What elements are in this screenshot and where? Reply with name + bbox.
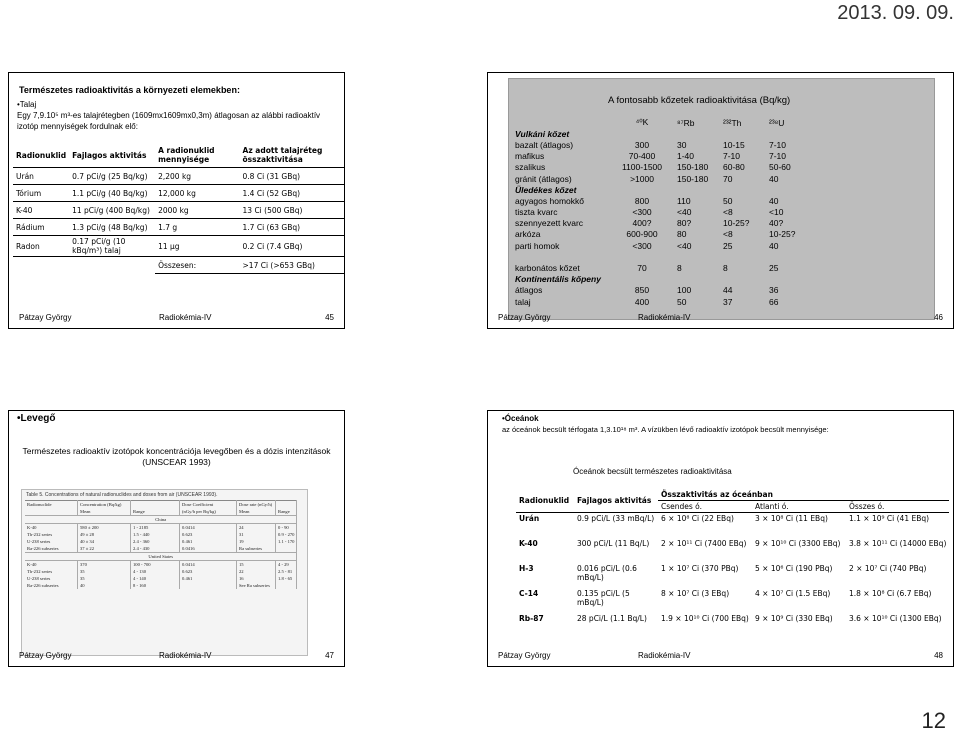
cell: 19	[237, 538, 276, 545]
row-label	[513, 251, 609, 262]
cell: 40	[78, 582, 131, 589]
cell: 1100-1500	[621, 162, 663, 173]
cell: 2.4 - 430	[131, 545, 180, 553]
col-subheader: Atlanti ó.	[752, 501, 846, 513]
cell: Urán	[13, 168, 69, 185]
cell: <10	[769, 207, 784, 218]
cell: 7-10	[769, 139, 787, 150]
cell: 0.461	[180, 575, 237, 582]
total-value: >17 Ci (>653 GBq)	[240, 257, 344, 274]
cell: 4 - 140	[131, 575, 180, 582]
row-label: Urán	[519, 514, 540, 523]
cell: 80?	[677, 218, 692, 229]
col-subheader: (nGy/h per Bq/kg)	[180, 508, 237, 516]
slide-body-text	[502, 413, 942, 435]
section-label: Üledékes kőzet	[515, 184, 577, 195]
scanned-table-image	[21, 489, 308, 656]
cell: 22	[237, 568, 276, 575]
cell: 4 × 10⁷ Ci (1.5 EBq)	[755, 589, 831, 598]
cell: K-40	[13, 202, 69, 219]
cell: 25	[723, 240, 733, 251]
slide-heading: •Levegő	[17, 413, 56, 424]
cell: 15	[237, 561, 276, 569]
table-row	[25, 538, 297, 545]
cell	[675, 251, 721, 262]
cell: <40	[677, 207, 692, 218]
cell: 9 × 10¹⁰ Ci (3300 EBq)	[755, 539, 841, 548]
slide-48	[487, 410, 954, 667]
cell: <8	[723, 207, 733, 218]
cell: 24	[237, 524, 276, 532]
cell: 2.4 - 360	[131, 538, 180, 545]
cell: Radon	[13, 236, 69, 257]
cell: 30	[677, 139, 687, 150]
section-row	[513, 184, 797, 195]
cell: 800	[634, 195, 650, 206]
cell: 16	[237, 575, 276, 582]
cell: 0.135 pCi/L (5 mBq/L)	[577, 589, 630, 607]
table-subtitle: Óceánok becsült természetes radioaktivitása	[573, 467, 732, 476]
table-row	[13, 185, 344, 202]
row-label: arkóza	[515, 229, 541, 240]
cell: Th-232 series	[25, 531, 78, 538]
total-label: Összesen:	[155, 257, 239, 274]
cell: Th-232 series	[25, 568, 78, 575]
cell: >1000	[630, 173, 654, 184]
col-subheader: Mean	[237, 508, 276, 516]
cell: 0.2 Ci (7.4 GBq)	[240, 236, 344, 257]
table-row	[516, 613, 949, 638]
empty-cell	[609, 184, 797, 195]
cell: 80	[677, 229, 687, 240]
cell: 0.9 - 270	[276, 531, 297, 538]
cell: 1.1 - 170	[276, 538, 297, 545]
cell: 50	[723, 195, 733, 206]
footer-author: Pátzay György	[19, 313, 72, 322]
cell: 2 × 10⁷ Ci (740 PBq)	[849, 564, 927, 573]
cell: 1.8 × 10⁸ Ci (6.7 EBq)	[849, 589, 932, 598]
row-label: H-3	[519, 564, 534, 573]
cell: 37	[723, 296, 733, 307]
col-subheader: Range	[276, 508, 297, 516]
cell: Tórium	[13, 185, 69, 202]
table-header-row	[13, 143, 344, 168]
table-row	[513, 139, 797, 150]
footer-author: Pátzay György	[19, 651, 72, 660]
cell: Ra subseries	[237, 545, 276, 553]
cell: 37 ± 22	[78, 545, 131, 553]
ocean-radioactivity-table	[516, 489, 949, 638]
cell: 35	[78, 568, 131, 575]
cell: 6 × 10⁸ Ci (22 EBq)	[661, 514, 734, 523]
cell: 31	[237, 531, 276, 538]
footer-course: Radiokémia-IV	[159, 651, 212, 660]
col-header: Összaktivitás az óceánban	[658, 489, 949, 501]
page-number: 12	[921, 708, 946, 733]
cell	[276, 582, 297, 589]
table-row	[516, 563, 949, 588]
table-row	[513, 240, 797, 251]
cell: 1 - 2185	[131, 524, 180, 532]
row-label: szalikus	[515, 162, 546, 173]
cell: 7-10	[769, 151, 787, 162]
slide-title: Természetes radioaktivitás a környezeti elemekben:	[19, 85, 240, 95]
col-header: Radionuclide	[25, 501, 78, 509]
section-caption: United States	[25, 553, 297, 561]
cell: 70	[723, 173, 733, 184]
cell: 4 - 29	[276, 561, 297, 569]
row-label: C-14	[519, 589, 539, 598]
col-header: Fajlagos aktivitás	[69, 143, 155, 168]
ocean-description: az óceánok becsült térfogata 1,3.10¹⁸ m³. A vízükben lévő radioaktív izotópok becsült mennyisége:	[502, 425, 829, 434]
cell: 1.3 pCi/g (48 Bq/kg)	[69, 219, 155, 236]
row-label: szennyezett kvarc	[515, 218, 584, 229]
cell: 8	[723, 263, 728, 274]
cell: 13 Ci (500 GBq)	[240, 202, 344, 219]
row-label: mafikus	[515, 151, 545, 162]
cell: <300	[632, 207, 652, 218]
cell: 600-900	[626, 229, 658, 240]
empty-cell	[609, 128, 797, 139]
soil-description: Egy 7,9.10⁵ m³-es talajrétegben (1609mx1609mx0,3m) átlagosan az alábbi radioaktív izotóp mennyiségek fordulnak elő:	[17, 111, 321, 131]
cell: 0.0414	[180, 561, 237, 569]
cell: 0.016 pCi/L (0.6 mBq/L)	[577, 564, 637, 582]
cell: Rádium	[13, 219, 69, 236]
cell: 150-180	[677, 162, 709, 173]
cell: <8	[723, 229, 733, 240]
cell: 11 pCi/g (400 Bq/kg)	[69, 202, 155, 219]
table-row	[25, 524, 297, 532]
cell: 300 pCi/L (11 Bq/L)	[577, 539, 650, 548]
row-label: átlagos	[515, 285, 543, 296]
cell: 100 - 700	[131, 561, 180, 569]
cell: 300	[634, 139, 650, 150]
cell: 70-400	[628, 151, 656, 162]
cell: 44	[723, 285, 733, 296]
cell: 4 - 130	[131, 568, 180, 575]
cell: <40	[677, 240, 692, 251]
row-label: talaj	[515, 296, 531, 307]
cell: 0.0414	[180, 524, 237, 532]
col-header: Dose rate (nGy/h)	[237, 501, 276, 509]
cell: 40	[769, 240, 779, 251]
cell: 100	[677, 285, 692, 296]
cell: Ra-226 subseries	[25, 545, 78, 553]
cell: 400	[634, 296, 650, 307]
cell: 8	[677, 263, 682, 274]
cell: 110	[677, 195, 691, 206]
cell: 1.9 × 10¹⁰ Ci (700 EBq)	[661, 614, 749, 623]
cell: 3.8 × 10¹¹ Ci (14000 EBq)	[849, 539, 947, 548]
cell: 0.623	[180, 531, 237, 538]
table-row	[516, 588, 949, 613]
cell: 50	[677, 296, 687, 307]
cell: 1.7 Ci (63 GBq)	[240, 219, 344, 236]
footer-page: 46	[934, 313, 943, 322]
cell: 40	[769, 195, 779, 206]
table-row	[13, 219, 344, 236]
footer-course: Radiokémia-IV	[638, 313, 691, 322]
col-subheader: Range	[131, 508, 180, 516]
table-row	[513, 251, 797, 262]
total-row	[13, 257, 344, 274]
table-header-row	[516, 489, 949, 501]
cell: 10-15	[723, 139, 745, 150]
cell: 580 ± 200	[78, 524, 131, 532]
cell: 0.461	[180, 538, 237, 545]
cell: 60-80	[723, 162, 745, 173]
footer-author: Pátzay György	[498, 313, 551, 322]
section-row	[513, 128, 797, 139]
cell: 1.1 × 10⁹ Ci (41 EBq)	[849, 514, 930, 523]
cell: 66	[769, 296, 779, 307]
cell: 8 × 10⁷ Ci (3 EBq)	[661, 589, 730, 598]
col-header: Radionuklid	[13, 143, 69, 168]
cell: 2.5 - 81	[276, 568, 297, 575]
cell: 0.9 pCi/L (33 mBq/L)	[577, 514, 655, 523]
cell: 1 × 10⁷ Ci (370 PBq)	[661, 564, 739, 573]
table-row	[25, 575, 297, 582]
table-row	[513, 285, 797, 296]
rock-radioactivity-table	[513, 117, 797, 307]
footer-page: 47	[325, 651, 334, 660]
bullet-soil: •Talaj	[17, 100, 37, 109]
section-caption-row	[25, 553, 297, 561]
table-row	[25, 561, 297, 569]
row-label: agyagos homokkő	[515, 195, 584, 206]
cell: 1.4 Ci (52 GBq)	[240, 185, 344, 202]
slide-47	[8, 410, 345, 667]
cell: 2000 kg	[155, 202, 239, 219]
col-header: ⁸⁷Rb	[677, 117, 695, 128]
col-subheader: Csendes ó.	[658, 501, 752, 513]
col-header	[276, 501, 297, 509]
col-header: A radionuklid mennyisége	[155, 143, 239, 168]
col-subheader: Összes ó.	[846, 501, 949, 513]
table-row	[513, 207, 797, 218]
cell: 0 - 90	[276, 524, 297, 532]
cell	[767, 251, 797, 262]
table-row	[25, 545, 297, 553]
table-row	[513, 195, 797, 206]
section-label: Kontinentális kőpeny	[515, 274, 601, 285]
cell: 9 × 10⁹ Ci (330 EBq)	[755, 614, 833, 623]
footer-author: Pátzay György	[498, 651, 551, 660]
table-row	[513, 218, 797, 229]
air-concentration-table	[25, 500, 297, 589]
table-header-row	[513, 117, 797, 128]
table-row	[516, 513, 949, 539]
row-label: bazalt (átlagos)	[515, 139, 574, 150]
section-row	[513, 274, 797, 285]
col-header: Fajlagos aktivitás	[574, 489, 658, 513]
table-row	[13, 236, 344, 257]
row-label: tiszta kvarc	[515, 207, 558, 218]
cell: 1.8 - 65	[276, 575, 297, 582]
cell: 8 - 160	[131, 582, 180, 589]
cell: 3 × 10⁸ Ci (11 EBq)	[755, 514, 828, 523]
cell: 370	[78, 561, 131, 569]
cell: 28 pCi/L (1.1 Bq/L)	[577, 614, 647, 623]
cell: 0.17 pCi/g (10 kBq/m³) talaj	[69, 236, 155, 257]
document-date: 2013. 09. 09.	[837, 2, 954, 24]
row-label: K-40	[519, 539, 538, 548]
row-label: karbonátos kőzet	[515, 263, 580, 274]
bullet-oceans: •Óceánok	[502, 414, 539, 423]
cell: K-40	[25, 561, 78, 569]
row-label: Rb-87	[519, 614, 544, 623]
cell: 850	[634, 285, 650, 296]
cell: Ra-226 subseries	[25, 582, 78, 589]
cell: 7-10	[723, 151, 741, 162]
cell: 40?	[769, 218, 784, 229]
table-row	[13, 202, 344, 219]
footer-page: 45	[325, 313, 334, 322]
col-header: Dose Coefficient	[180, 501, 237, 509]
cell: 400?	[632, 218, 652, 229]
footer-course: Radiokémia-IV	[159, 313, 212, 322]
col-subheader	[25, 508, 78, 516]
cell: 0.8 Ci (31 GBq)	[240, 168, 344, 185]
table-row	[516, 538, 949, 563]
cell	[721, 251, 767, 262]
col-subheader: Mean	[78, 508, 131, 516]
cell	[609, 251, 675, 262]
cell: 0.0416	[180, 545, 237, 553]
cell: 3.6 × 10¹⁰ Ci (1300 EBq)	[849, 614, 942, 623]
cell: 2 × 10¹¹ Ci (7400 EBq)	[661, 539, 747, 548]
cell: 1.7 g	[155, 219, 239, 236]
cell: 35	[78, 575, 131, 582]
cell: 5 × 10⁶ Ci (190 PBq)	[755, 564, 833, 573]
cell: 2,200 kg	[155, 168, 239, 185]
col-header: Az adott talajréteg összaktivitása	[240, 143, 344, 168]
section-label: Vulkáni kőzet	[515, 128, 570, 139]
table-row	[13, 168, 344, 185]
slide-body-text	[17, 99, 337, 132]
cell: K-40	[25, 524, 78, 532]
table-row	[25, 568, 297, 575]
cell: 11 μg	[155, 236, 239, 257]
table-row	[25, 582, 297, 589]
table-row	[513, 173, 797, 184]
cell: 40 ± 34	[78, 538, 131, 545]
cell: 1-40	[677, 151, 695, 162]
soil-radionuclide-table	[13, 143, 344, 274]
cell: 70	[637, 263, 647, 274]
col-header: Concentration (Bq/kg)	[78, 501, 131, 509]
cell: 25	[769, 263, 779, 274]
cell: U-238 series	[25, 538, 78, 545]
section-caption-row	[25, 516, 297, 524]
table-row	[513, 151, 797, 162]
cell: 0.7 pCi/g (25 Bq/kg)	[69, 168, 155, 185]
cell	[180, 582, 237, 589]
table-row	[513, 296, 797, 307]
cell: 50-60	[769, 162, 791, 173]
col-header: ²³²Th	[723, 117, 742, 128]
cell: 0.623	[180, 568, 237, 575]
cell: U-238 series	[25, 575, 78, 582]
cell: 1.1 pCi/g (40 Bq/kg)	[69, 185, 155, 202]
slide-45	[8, 72, 345, 329]
table-header-row	[25, 501, 297, 509]
cell: 12,000 kg	[155, 185, 239, 202]
row-label: gránit (átlagos)	[515, 173, 572, 184]
table-row	[25, 531, 297, 538]
table-row	[513, 262, 797, 273]
col-header	[131, 501, 180, 509]
slide-caption: Természetes radioaktív izotópok koncentrációja levegőben és a dózis intenzitások (UNSCEAR 1993)	[22, 446, 331, 467]
cell: 36	[769, 285, 779, 296]
col-header: Radionuklid	[516, 489, 574, 513]
cell	[276, 545, 297, 553]
col-header: ⁴⁰K	[635, 117, 649, 128]
scan-table-title: Table 5. Concentrations of natural radionuclides and doses from air (UNSCEAR 1993).	[26, 492, 218, 498]
slide-title: A fontosabb kőzetek radioaktivitása (Bq/kg)	[608, 95, 791, 106]
cell: 150-180	[677, 173, 709, 184]
footer-course: Radiokémia-IV	[638, 651, 691, 660]
cell: See Ra subseries	[237, 582, 276, 589]
row-label: parti homok	[515, 240, 560, 251]
empty-cell	[609, 274, 797, 285]
footer-page: 48	[934, 651, 943, 660]
cell: 10-25?	[723, 218, 750, 229]
table-row	[513, 229, 797, 240]
cell: 1.5 - 440	[131, 531, 180, 538]
cell: 40	[769, 173, 779, 184]
cell: 10-25?	[769, 229, 796, 240]
section-caption: China	[25, 516, 297, 524]
table-row	[513, 162, 797, 173]
cell: <300	[632, 240, 652, 251]
slide-46	[487, 72, 954, 329]
cell: 49 ± 28	[78, 531, 131, 538]
col-header: ²³⁸U	[769, 117, 785, 128]
table-subheader-row	[25, 508, 297, 516]
